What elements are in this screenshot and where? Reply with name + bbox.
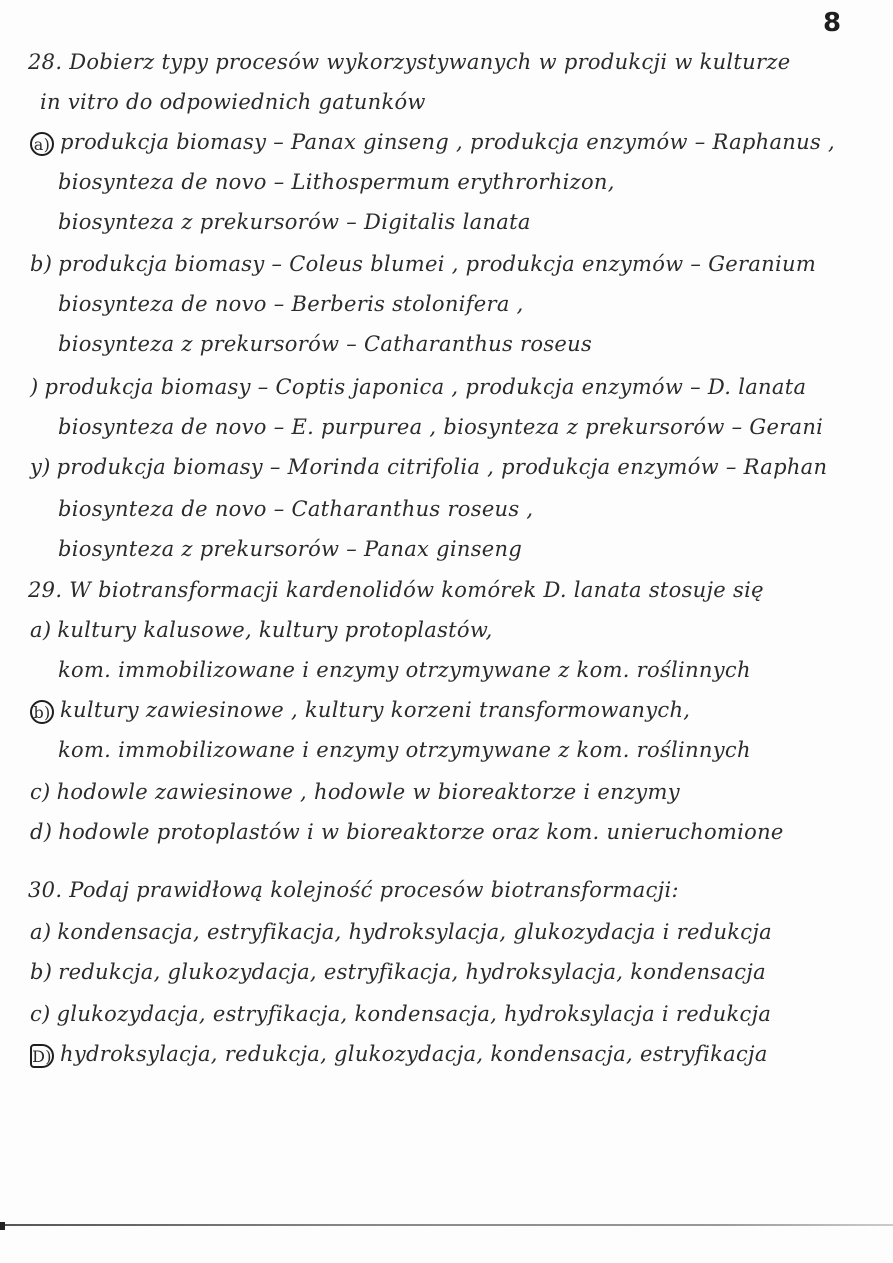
selected-answer-circle-icon: b) [30, 700, 54, 724]
question-29-option-c [30, 780, 680, 804]
option-text: redukcja, glukozydacja, estryfikacja, hydroksylacja, kondensacja [58, 960, 766, 984]
question-29-option-b-line-2: kom. immobilizowane i enzymy otrzymywane z kom. roślinnych [58, 738, 751, 762]
option-text: produkcja biomasy – Panax ginseng , produkcja enzymów – Raphanus , [60, 130, 835, 154]
question-30-option-c [30, 1002, 771, 1026]
option-text: hodowle zawiesinowe , hodowle w bioreaktorze i enzymy [56, 780, 680, 804]
option-text: kondensacja, estryfikacja, hydroksylacja, glukozydacja i redukcja [57, 920, 772, 944]
question-29-option-d [30, 820, 784, 844]
question-30-option-a [30, 920, 772, 944]
question-28-prompt-line-1: 28. Dobierz typy procesów wykorzystywanych w produkcji w kulturze [28, 50, 791, 74]
option-marker: b) [30, 252, 53, 276]
question-28-option-a-line-2: biosynteza de novo – Lithospermum erythrorhizon, [58, 170, 615, 194]
selected-answer-circle-icon: a) [30, 132, 54, 156]
question-28-prompt-line-2: in vitro do odpowiednich gatunków [40, 90, 426, 114]
selected-answer-circle-icon: D) [30, 1044, 54, 1068]
question-29-option-b [30, 698, 690, 724]
question-30-option-d [30, 1042, 768, 1068]
question-28-option-c-line-2: biosynteza de novo – E. purpurea , biosynteza z prekursorów – Gerani [58, 415, 824, 439]
question-28-option-d-line-2: biosynteza de novo – Catharanthus roseus , [58, 497, 534, 521]
option-text: kultury kalusowe, kultury protoplastów, [57, 618, 493, 642]
option-text: produkcja biomasy – Coleus blumei , produkcja enzymów – Geranium [58, 252, 817, 276]
option-marker: ) [30, 375, 39, 399]
question-29-option-a [30, 618, 493, 642]
option-text: hodowle protoplastów i w bioreaktorze oraz kom. unieruchomione [58, 820, 784, 844]
question-30-prompt: 30. Podaj prawidłową kolejność procesów biotransformacji: [28, 878, 679, 902]
option-text: hydroksylacja, redukcja, glukozydacja, kondensacja, estryfikacja [60, 1042, 768, 1066]
question-28-option-a-line-3: biosynteza z prekursorów – Digitalis lanata [58, 210, 531, 234]
question-28-option-a [30, 130, 835, 156]
option-marker: b) [30, 960, 53, 984]
option-marker: c) [30, 1002, 51, 1026]
option-marker: d) [30, 820, 53, 844]
question-28-option-d [30, 455, 827, 479]
question-30-option-b [30, 960, 766, 984]
question-28-option-b-line-3: biosynteza z prekursorów – Catharanthus roseus [58, 332, 593, 356]
question-28-option-d-line-3: biosynteza z prekursorów – Panax ginseng [58, 537, 523, 561]
question-28-option-c [30, 375, 806, 399]
question-28-option-b-line-2: biosynteza de novo – Berberis stolonifera , [58, 292, 524, 316]
option-marker: a) [30, 618, 52, 642]
page-bottom-rule [0, 1224, 893, 1226]
scan-edge-mark [0, 1222, 5, 1230]
option-marker: a) [30, 920, 52, 944]
option-text: kultury zawiesinowe , kultury korzeni transformowanych, [60, 698, 691, 722]
page-number: 8 [823, 8, 842, 38]
question-29-option-a-line-2: kom. immobilizowane i enzymy otrzymywane z kom. roślinnych [58, 658, 751, 682]
question-28-option-b [30, 252, 816, 276]
option-text: glukozydacja, estryfikacja, kondensacja, hydroksylacja i redukcja [56, 1002, 772, 1026]
option-marker: c) [30, 780, 51, 804]
option-text: produkcja biomasy – Coptis japonica , produkcja enzymów – D. lanata [44, 375, 807, 399]
question-29-prompt: 29. W biotransformacji kardenolidów komórek D. lanata stosuje się [28, 578, 764, 602]
option-marker: y) [30, 455, 51, 479]
option-text: produkcja biomasy – Morinda citrifolia , produkcja enzymów – Raphan [56, 455, 828, 479]
